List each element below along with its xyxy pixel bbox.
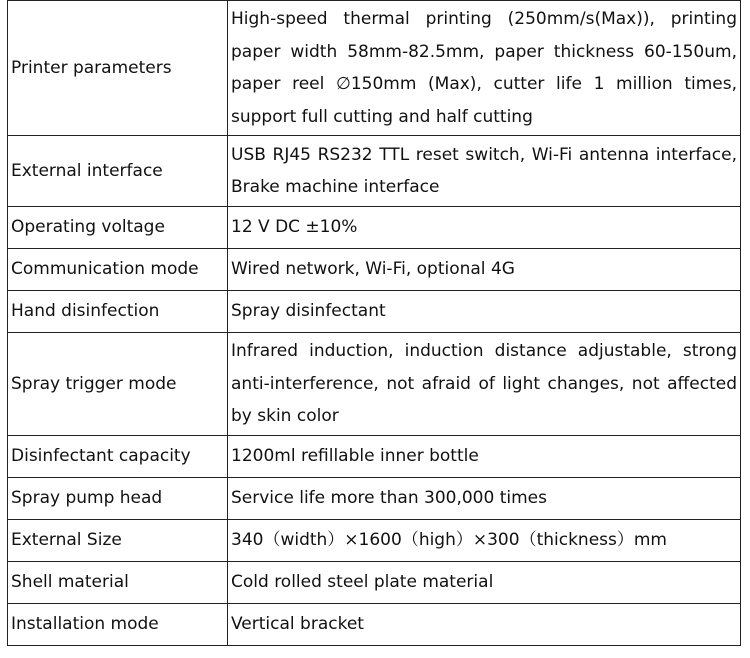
row-label: Shell material — [8, 561, 228, 603]
table-row — [8, 477, 741, 519]
row-label: Spray trigger mode — [8, 333, 228, 436]
row-label: Installation mode — [8, 603, 228, 645]
table-row — [8, 561, 741, 603]
table-row — [8, 603, 741, 645]
row-value: 1200ml refillable inner bottle — [228, 435, 741, 477]
table-row — [8, 435, 741, 477]
row-value: Service life more than 300,000 times — [228, 477, 741, 519]
table-row — [8, 249, 741, 291]
row-value: Spray disinfectant — [228, 291, 741, 333]
spec-sheet — [7, 0, 741, 646]
row-value: USB RJ45 RS232 TTL reset switch, Wi-Fi antenna interface, Brake machine interface — [228, 136, 741, 207]
table-row — [8, 1, 741, 136]
row-label: Communication mode — [8, 249, 228, 291]
row-value: High-speed thermal printing (250mm/s(Max)), printing paper width 58mm-82.5mm, paper thickness 60-150um, paper reel ∅150mm (Max), cutter life 1 million times, support full cutting and half cutting — [228, 1, 741, 136]
row-value: Vertical bracket — [228, 603, 741, 645]
table-row — [8, 207, 741, 249]
row-label: Spray pump head — [8, 477, 228, 519]
row-value: Infrared induction, induction distance adjustable, strong anti-interference, not afraid of light changes, not affected by skin color — [228, 333, 741, 436]
row-label: Disinfectant capacity — [8, 435, 228, 477]
row-label: Printer parameters — [8, 1, 228, 136]
row-label: Hand disinfection — [8, 291, 228, 333]
row-label: Operating voltage — [8, 207, 228, 249]
row-value: Cold rolled steel plate material — [228, 561, 741, 603]
row-value: Wired network, Wi-Fi, optional 4G — [228, 249, 741, 291]
row-label: External Size — [8, 519, 228, 561]
spec-table — [7, 0, 741, 646]
row-value: 12 V DC ±10% — [228, 207, 741, 249]
row-label: External interface — [8, 136, 228, 207]
table-row — [8, 519, 741, 561]
table-row — [8, 136, 741, 207]
table-row — [8, 333, 741, 436]
table-row — [8, 291, 741, 333]
row-value: 340（width）×1600（high）×300（thickness）mm — [228, 519, 741, 561]
